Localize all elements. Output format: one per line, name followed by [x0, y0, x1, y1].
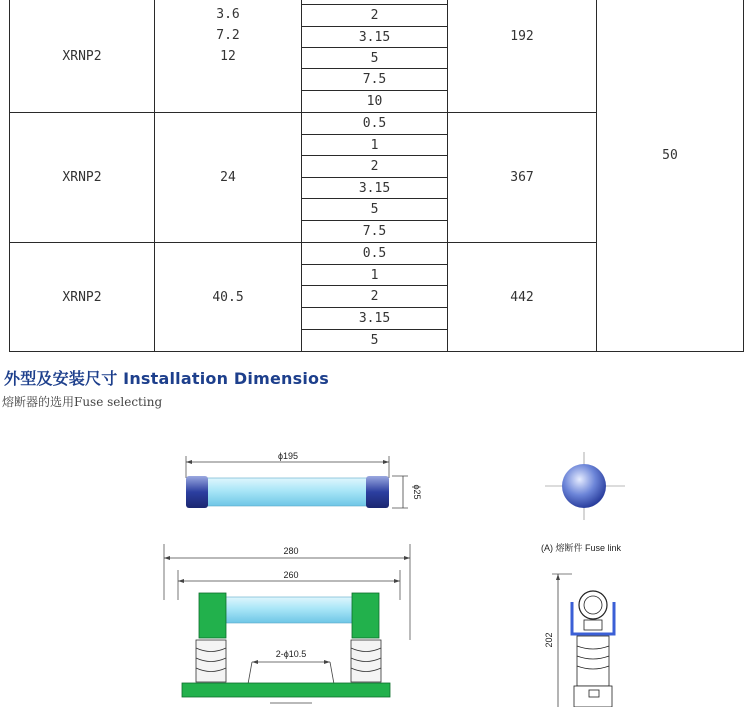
height-label: 202: [544, 632, 554, 648]
length-cell: [448, 113, 596, 242]
spec-table: [0, 0, 750, 352]
current-value: 3.15: [358, 29, 391, 45]
current-cell: [302, 286, 447, 307]
current-value: 2: [370, 8, 379, 23]
current-value: 3.15: [358, 311, 391, 326]
current-cell: [302, 265, 447, 285]
current-value: 7.5: [362, 224, 387, 239]
voltage-cell: [155, 113, 301, 242]
current-value: 7.5: [362, 72, 387, 87]
current-value: 3.15: [358, 180, 391, 196]
model-cell: [10, 0, 154, 112]
current-value: 10: [366, 94, 383, 109]
voltage-value: 12: [220, 48, 236, 64]
model-label: XRNP2: [62, 170, 102, 185]
current-cell: [302, 113, 447, 134]
voltage-cell: [155, 0, 301, 70]
current-value: 2: [370, 159, 379, 174]
current-value: 1: [370, 267, 379, 283]
fuse-link-caption: (A) 熔断件 Fuse link: [541, 543, 622, 553]
section-title: 外型及安装尺寸 Installation Dimensios: [4, 369, 329, 388]
length-cell: [448, 0, 596, 72]
current-cell: [302, 5, 447, 26]
voltage-cell: [155, 243, 301, 351]
current-value: 5: [370, 50, 379, 66]
current-cell: [302, 27, 447, 47]
model-cell: [10, 243, 154, 351]
model-label: XRNP2: [62, 48, 102, 64]
length-value: 367: [510, 170, 534, 185]
voltage-value: 40.5: [212, 289, 244, 305]
diameter-value: 50: [662, 147, 678, 163]
fuse-side-profile: [544, 574, 614, 707]
dimension-drawings: [0, 420, 750, 707]
voltage-value: 3.6: [216, 6, 240, 22]
hole-spec-label: 2-ϕ10.5: [275, 649, 307, 659]
fuse-length-label: ϕ195: [277, 451, 299, 461]
length-value: 442: [510, 289, 534, 305]
diameter-cell: [597, 0, 743, 310]
current-value: 0.5: [362, 116, 387, 131]
current-value: 5: [370, 202, 379, 217]
voltage-value: 7.2: [216, 27, 240, 43]
model-cell: [10, 113, 154, 242]
current-cell: [302, 48, 447, 68]
current-cell: [302, 308, 447, 329]
current-cell: [302, 69, 447, 90]
length-value: 192: [510, 28, 534, 44]
current-cell: [302, 156, 447, 177]
current-value: 5: [370, 333, 379, 348]
current-cell: [302, 135, 447, 155]
current-cell: [302, 91, 447, 112]
base-length-label: 280: [283, 546, 299, 556]
current-cell: [302, 330, 447, 351]
current-cell: [302, 243, 447, 264]
right-insulator: [351, 640, 381, 682]
model-label: XRNP2: [62, 289, 102, 305]
fuse-side-view: [186, 451, 422, 508]
current-value: 2: [370, 289, 379, 304]
current-value: 0.5: [362, 246, 387, 261]
fuse-end-view: [545, 452, 625, 520]
current-cell: [302, 199, 447, 220]
fuse-base-assembly: [164, 544, 410, 703]
length-cell: [448, 243, 596, 351]
left-insulator: [196, 640, 226, 682]
fuse-diameter-label: ϕ25: [412, 484, 422, 500]
current-value: 1: [370, 137, 379, 153]
current-cell: [302, 221, 447, 242]
current-cell: [302, 178, 447, 198]
section-subtitle: 熔断器的选用Fuse selecting: [2, 395, 163, 409]
voltage-value: 24: [220, 170, 236, 185]
mount-length-label: 260: [283, 570, 299, 580]
